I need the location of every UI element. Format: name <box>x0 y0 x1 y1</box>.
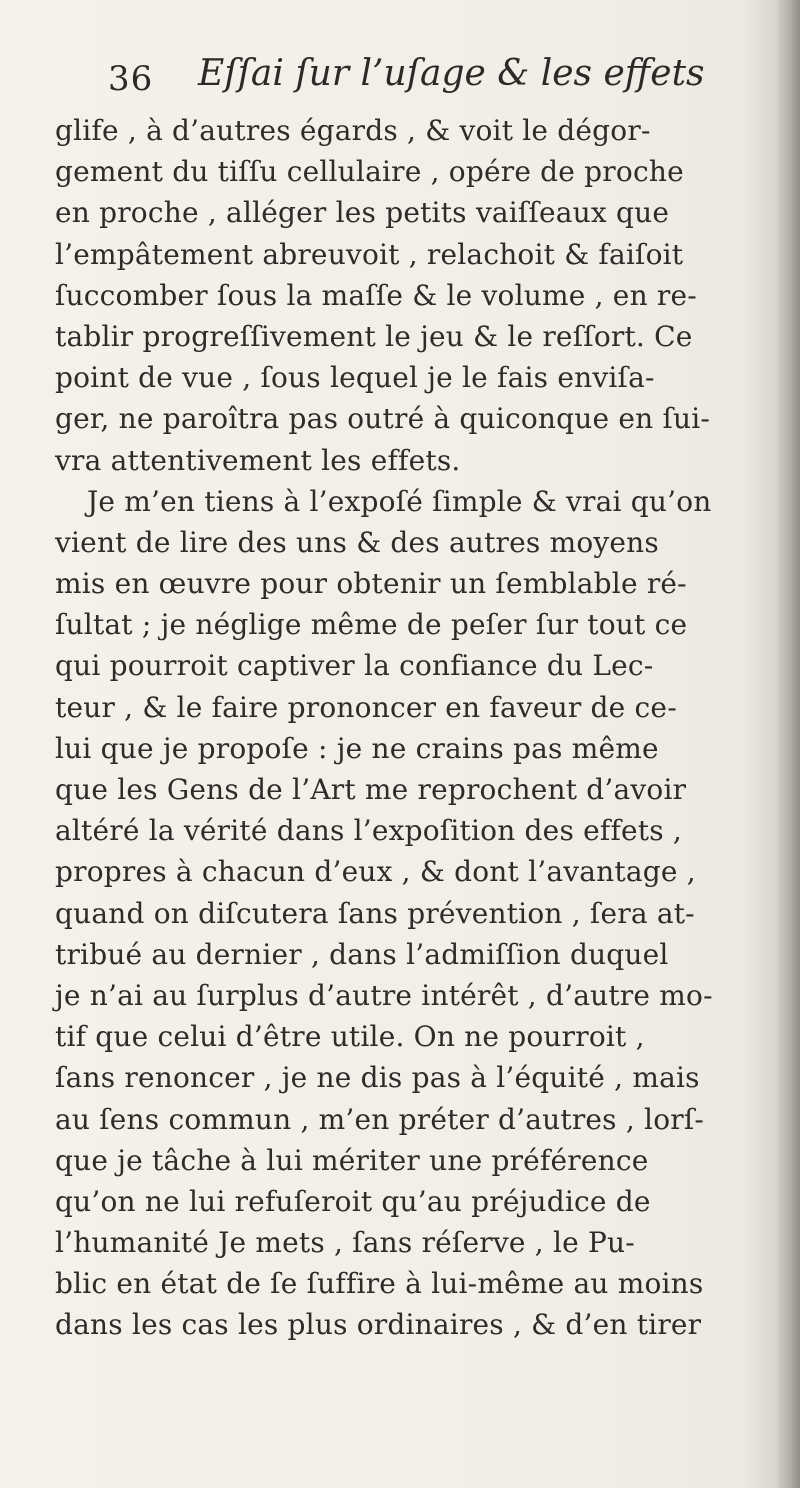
text-line: teur , & le faire prononcer en faveur de ce- <box>55 690 677 724</box>
text-line: glife , à d’autres égards , & voit le dégor- <box>55 114 651 147</box>
body-text <box>55 110 765 1430</box>
text-line: blic en état de ſe ſuffire à lui-même au moins <box>55 1267 704 1301</box>
running-title: Eſſai ſur l’uſage & les effets <box>198 53 705 94</box>
text-line: gement du tiſſu cellulaire , opére de proche <box>55 155 684 189</box>
text-line: l’empâtement abreuvoit , relachoit & faiſoit <box>55 237 684 271</box>
text-line: lui que je propoſe : je ne crains pas même <box>55 731 659 765</box>
text-line: Je m’en tiens à l’expoſé ſimple & vrai qu’on <box>87 484 712 518</box>
page-edge-shadow <box>778 0 800 1488</box>
text-line: qu’on ne lui refuſeroit qu’au préjudice de <box>55 1184 651 1218</box>
text-line: je n’ai au ſurplus d’autre intérêt , d’autre mo- <box>55 978 713 1012</box>
text-line: vient de lire des uns & des autres moyens <box>55 525 659 559</box>
text-line: l’humanité Je mets , ſans réſerve , le Pu- <box>55 1226 635 1260</box>
text-line: mis en œuvre pour obtenir un ſemblable ré- <box>55 567 687 601</box>
text-line: dans les cas les plus ordinaires , & d’en tirer <box>55 1308 702 1342</box>
text-line: qui pourroit captiver la confiance du Lec- <box>55 649 654 683</box>
text-line: que je tâche à lui mériter une préférence <box>55 1143 649 1177</box>
text-line: ſuccomber ſous la maſſe & le volume , en re- <box>55 278 697 312</box>
text-line: ſultat ; je néglige même de peſer ſur tout ce <box>55 608 688 642</box>
text-line: tribué au dernier , dans l’admiſſion duquel <box>55 937 669 971</box>
page-header <box>108 54 728 112</box>
text-line: propres à chacun d’eux , & dont l’avantage , <box>55 855 696 889</box>
text-line: ger, ne paroîtra pas outré à quiconque en ſui- <box>55 402 711 436</box>
text-line: altéré la vérité dans l’expoſition des effets , <box>55 814 683 848</box>
text-line: ſans renoncer , je ne dis pas à l’équité , mais <box>55 1061 700 1095</box>
text-line: point de vue , ſous lequel je le fais enviſa- <box>55 361 655 395</box>
text-line: au ſens commun , m’en préter d’autres , lorſ- <box>55 1102 705 1136</box>
page-number: 36 <box>108 59 154 99</box>
text-line: que les Gens de l’Art me reprochent d’avoir <box>55 773 687 806</box>
text-line: tablir progreſſivement le jeu & le reſſort. Ce <box>55 319 693 353</box>
text-line: tif que celui d’être utile. On ne pourroit , <box>55 1020 645 1054</box>
text-line: en proche , alléger les petits vaiſſeaux que <box>55 196 670 230</box>
text-line: vra attentivement les effets. <box>55 443 461 477</box>
text-line: quand on diſcutera ſans prévention , ſera at- <box>55 896 695 930</box>
